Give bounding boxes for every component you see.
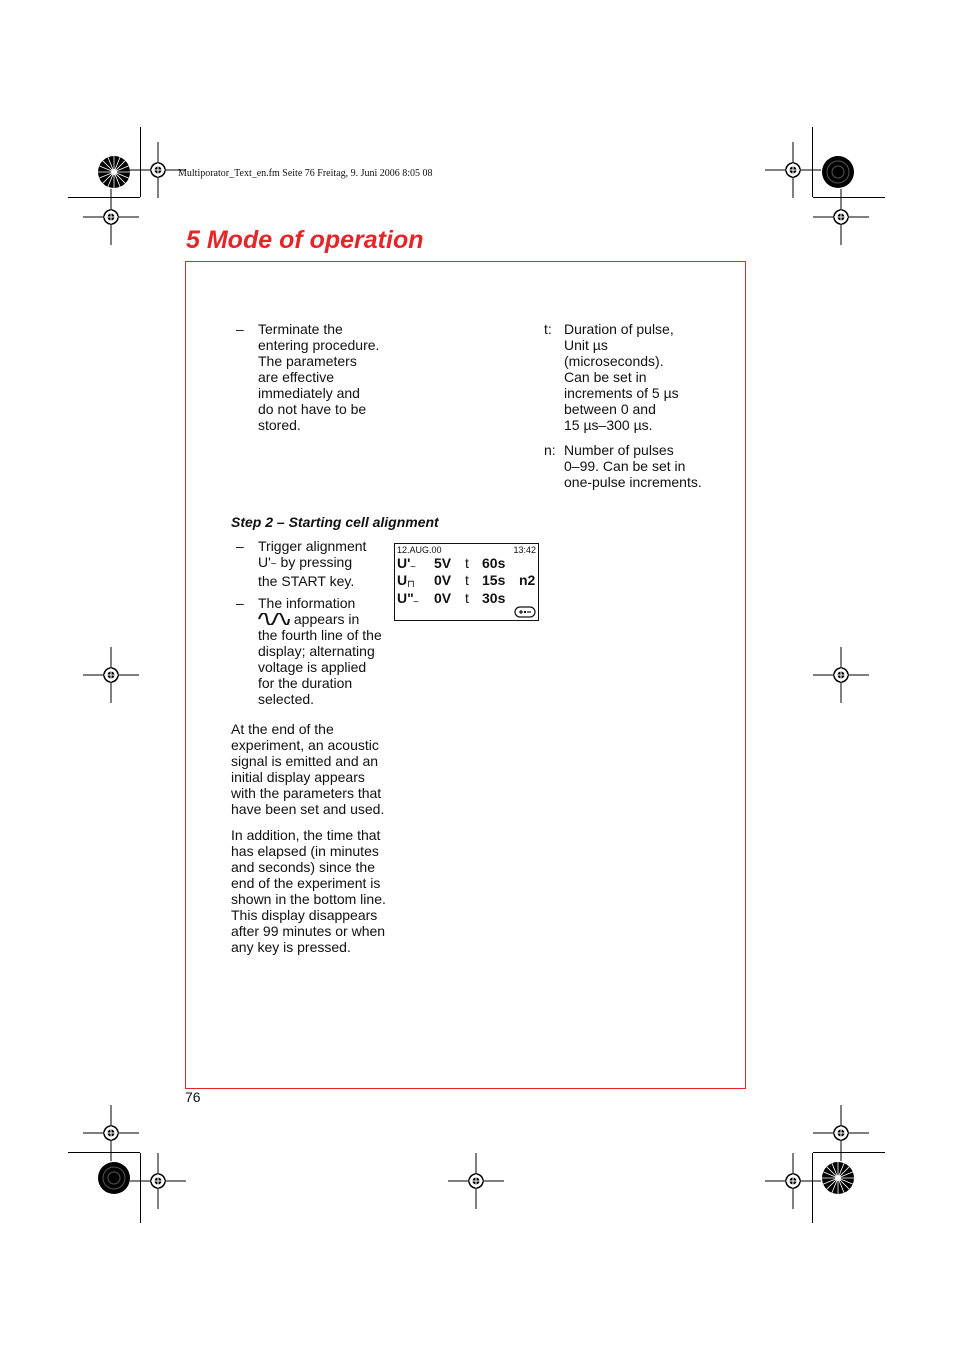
param-desc-n: Number of pulses 0–99. Can be set in one-pulse increments. bbox=[564, 442, 702, 490]
chapter-title: 5 Mode of operation bbox=[186, 226, 424, 254]
time-paragraph: In addition, the time that has elapsed (in minutes and seconds) since the end of the experiment is shown in the bottom line. This display disappears after 99 minutes or when any key is pressed. bbox=[231, 827, 386, 955]
trigger-text: Trigger alignment U'~ by pressing the START key. bbox=[258, 538, 367, 589]
lcd-display bbox=[394, 543, 539, 621]
param-key-n: n: bbox=[544, 442, 556, 458]
lcd-row: U" ~ 0V t 30s bbox=[397, 590, 506, 608]
lcd-date: 12.AUG.00 bbox=[397, 545, 442, 555]
step2-heading: Step 2 – Starting cell alignment bbox=[231, 514, 439, 530]
lcd-row: U' ~ 5V t 60s bbox=[397, 555, 506, 573]
param-desc-t: Duration of pulse, Unit µs (microseconds). Can be set in increments of 5 µs between 0 and 15 µs–300 µs. bbox=[564, 321, 679, 433]
terminate-text: Terminate the entering procedure. The parameters are effective immediately and do not have to be stored. bbox=[258, 321, 380, 433]
page-number: 76 bbox=[185, 1089, 201, 1105]
sine-wave-icon bbox=[258, 613, 290, 625]
lcd-row: U ⊓ 0V t 15s n2 bbox=[397, 572, 536, 590]
end-paragraph: At the end of the experiment, an acoustic signal is emitted and an initial display appears with the parameters that have been set and used. bbox=[231, 721, 385, 817]
print-meta: Multiporator_Text_en.fm Seite 76 Freitag, 9. Juni 2006 8:05 08 bbox=[178, 168, 433, 179]
information-text: The information appears in the fourth line of the display; alternating voltage is applied for the duration selected. bbox=[258, 595, 382, 707]
battery-plus-minus-icon bbox=[514, 606, 536, 618]
param-key-t: t: bbox=[544, 321, 552, 337]
lcd-time: 13:42 bbox=[513, 545, 536, 555]
list-bullet: – bbox=[236, 538, 244, 554]
list-bullet: – bbox=[236, 321, 244, 337]
list-bullet: – bbox=[236, 595, 244, 611]
